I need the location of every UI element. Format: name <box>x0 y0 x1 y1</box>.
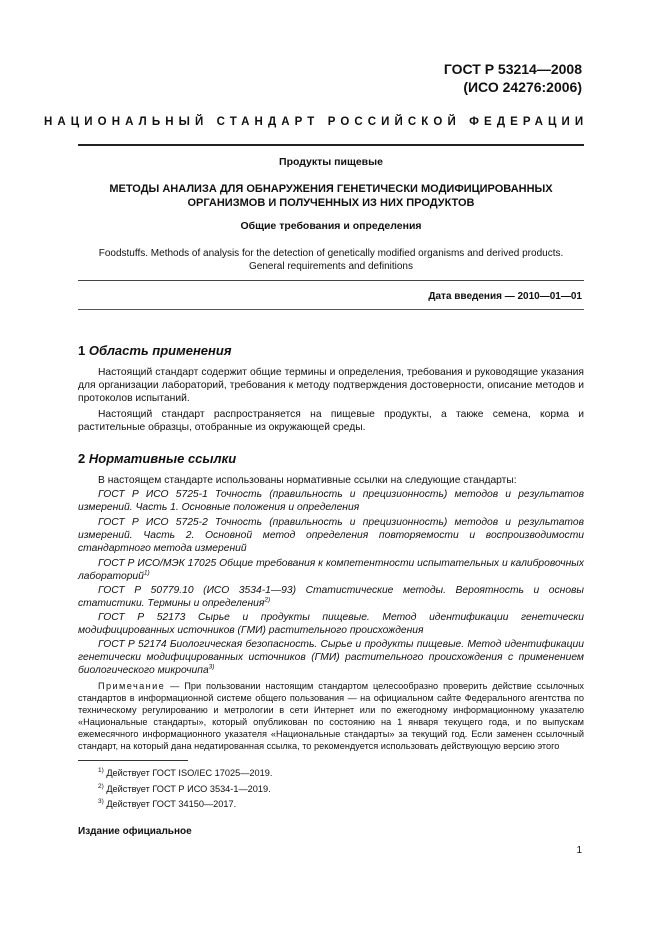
official-edition-label: Издание официальное <box>78 826 192 837</box>
national-standard-heading: НАЦИОНАЛЬНЫЙ СТАНДАРТ РОССИЙСКОЙ ФЕДЕРАЦИИ <box>44 116 589 128</box>
reference-gost-52174 <box>78 638 584 677</box>
footnote-3-mark: 3) <box>98 797 104 805</box>
footnote-1 <box>98 767 272 779</box>
english-title <box>78 247 584 273</box>
reference-gost-17025 <box>78 557 584 583</box>
footnote-1-text: Действует ГОСТ ISO/IEC 17025—2019. <box>103 768 273 778</box>
note-text: — При пользовании настоящим стандартом целесообразно проверить действие ссылочных стандартов в информационной системе общего пользования — на официальном сайте Федерального агентства по техническому регулированию и метрологии в сети Интернет или по ежегодному информационному указателю «Национальные стандарты», который опубликован по состоянию на 1 января текущего года, и по выпускам ежемесячного информационного указателя «Национальные стандарты» за текущий год. Если заменен ссылочный стандарт, на который дана недатированная ссылка, то рекомендуется использовать действующую версию этого <box>78 681 584 751</box>
products-label: Продукты пищевые <box>279 156 383 168</box>
footnote-2 <box>98 783 271 795</box>
reference-gost-50779 <box>78 584 584 610</box>
section-1-paragraph-1: Настоящий стандарт содержит общие термины и определения, требования и руководящие указания для организации лабораторий, требования к методу подтверждения достоверности, описание методов и протоколов испытаний. <box>78 367 584 404</box>
section-1-number: 1 <box>78 343 86 358</box>
iso-code: (ИСО 24276:2006) <box>463 79 582 95</box>
document-title-line1: МЕТОДЫ АНАЛИЗА ДЛЯ ОБНАРУЖЕНИЯ ГЕНЕТИЧЕСКИ МОДИФИЦИРОВАННЫХ <box>109 183 553 195</box>
intro-divider <box>78 309 584 310</box>
reference-gost-50779-text: ГОСТ Р 50779.10 (ИСО 3534-1—93) Статистические методы. Вероятность и основы статистики. Термины и определения <box>78 585 584 609</box>
standard-code-block <box>444 60 582 96</box>
section-1-heading <box>78 343 232 358</box>
footnote-ref-3: 3) <box>208 663 215 671</box>
english-title-line2: General requirements and definitions <box>249 261 413 272</box>
header-divider <box>78 144 584 146</box>
section-1-title: Область применения <box>88 343 232 358</box>
document-title <box>78 182 584 210</box>
footnote-2-mark: 2) <box>98 782 104 790</box>
note-label: Примечание <box>98 681 166 691</box>
section-2-heading <box>78 451 236 466</box>
document-subtitle: Общие требования и определения <box>240 220 422 232</box>
reference-note <box>78 680 584 752</box>
title-divider <box>78 280 584 281</box>
reference-gost-52173: ГОСТ Р 52173 Сырье и продукты пищевые. Метод идентификации генетически модифицированных источников (ГМИ) растительного происхождения <box>78 612 584 636</box>
footnote-3 <box>98 798 236 810</box>
footnote-divider <box>78 760 188 761</box>
footnote-3-text: Действует ГОСТ 34150—2017. <box>103 799 237 809</box>
reference-gost-5725-1: ГОСТ Р ИСО 5725-1 Точность (правильность и прецизионность) методов и результатов измерений. Часть 1. Основные положения и определения <box>78 489 584 513</box>
reference-gost-5725-2: ГОСТ Р ИСО 5725-2 Точность (правильность и прецизионность) методов и результатов измерений. Часть 2. Основной метод определения повторяемости и воспроизводимости стандартного метода измерений <box>78 517 584 554</box>
footnote-ref-2: 2) <box>264 596 271 604</box>
reference-gost-17025-text: ГОСТ Р ИСО/МЭК 17025 Общие требования к компетентности испытательных и калибровочных лабораторий <box>78 558 584 582</box>
footnote-1-mark: 1) <box>98 766 104 774</box>
footnote-ref-1: 1) <box>143 569 150 577</box>
standard-code: ГОСТ Р 53214—2008 <box>443 61 582 77</box>
introduction-date: Дата введения — 2010—01—01 <box>428 291 582 302</box>
document-title-line2: ОРГАНИЗМОВ И ПОЛУЧЕННЫХ ИЗ НИХ ПРОДУКТОВ <box>187 197 475 209</box>
footnote-2-text: Действует ГОСТ Р ИСО 3534-1—2019. <box>103 784 271 794</box>
page-number: 1 <box>576 845 582 856</box>
english-title-line1: Foodstuffs. Methods of analysis for the detection of genetically modified organisms and derived products. <box>98 248 564 259</box>
section-2-number: 2 <box>78 451 86 466</box>
section-1-paragraph-2: Настоящий стандарт распространяется на пищевые продукты, а также семена, корма и растительные образцы, отобранные из окружающей среды. <box>78 409 584 433</box>
section-2-title: Нормативные ссылки <box>88 451 237 466</box>
reference-gost-52174-text: ГОСТ Р 52174 Биологическая безопасность. Сырье и продукты пищевые. Метод идентификации генетически модифицированных источников (ГМИ) растительного происхождения с применением биологического микрочипа <box>78 639 584 676</box>
section-2-intro: В настоящем стандарте использованы нормативные ссылки на следующие стандарты: <box>98 475 517 486</box>
